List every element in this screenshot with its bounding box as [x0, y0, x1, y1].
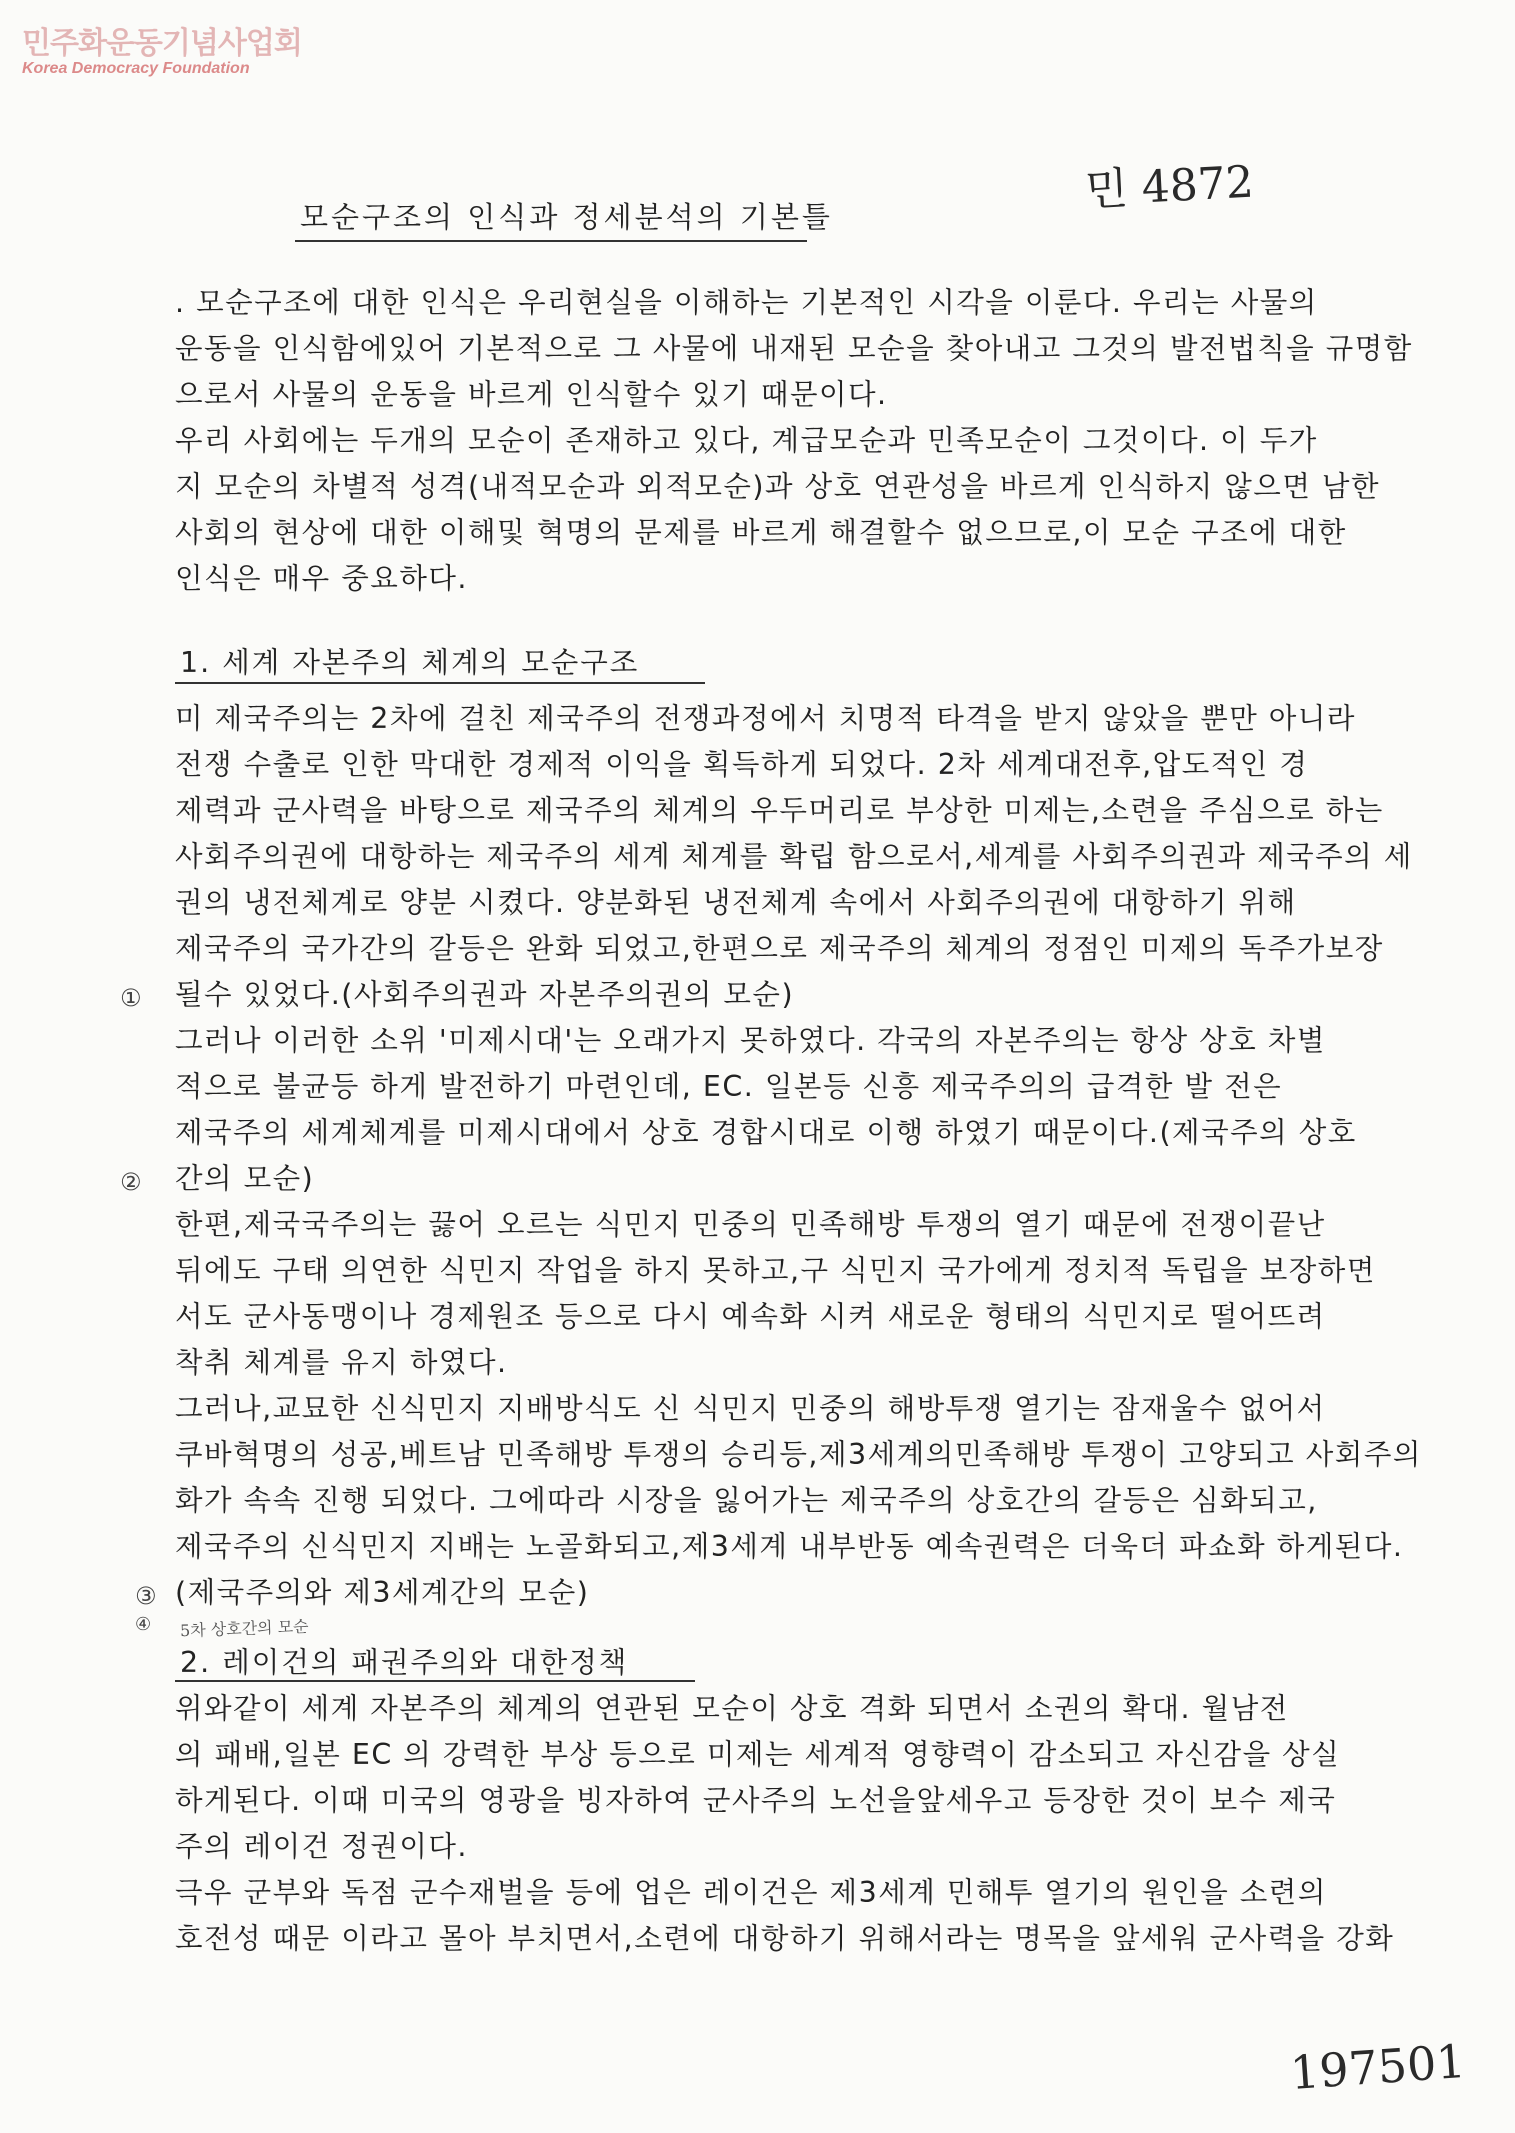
- text-line: 으로서 사물의 운동을 바르게 인식할수 있기 때문이다.: [175, 378, 888, 411]
- text-line: 인식은 매우 중요하다.: [175, 562, 468, 595]
- text-line: 사회의 현상에 대한 이해및 혁명의 문제를 바르게 해결할수 없으므로,이 모순 구조에 대한: [175, 516, 1347, 549]
- text-line: 서도 군사동맹이나 경제원조 등으로 다시 예속화 시켜 새로운 형태의 식민지로 떨어뜨려: [175, 1300, 1326, 1333]
- text-line: 제력과 군사력을 바탕으로 제국주의 체계의 우두머리로 부상한 미제는,소련을 주심으로 하는: [175, 794, 1384, 827]
- margin-mark-1: ①: [120, 984, 142, 1012]
- section-1-underline: [175, 682, 705, 684]
- text-line: 전쟁 수출로 인한 막대한 경제적 이익을 획득하게 되었다. 2차 세계대전후,압도적인 경: [175, 748, 1309, 781]
- text-line: 뒤에도 구태 의연한 식민지 작업을 하지 못하고,구 식민지 국가에게 정치적 독립을 보장하면: [175, 1254, 1376, 1287]
- text-line: 적으로 불균등 하게 발전하기 마련인데, EC. 일본등 신흥 제국주의의 급격한 발 전은: [175, 1070, 1283, 1103]
- margin-mark-4: ④: [135, 1614, 152, 1635]
- text-line: 주의 레이건 정권이다.: [175, 1830, 468, 1863]
- section-1-heading: 1. 세계 자본주의 체계의 모순구조: [180, 646, 640, 679]
- watermark-english: Korea Democracy Foundation: [22, 60, 250, 77]
- section-1-body: [175, 696, 1455, 1616]
- text-line: 호전성 때문 이라고 몰아 부치면서,소련에 대항하기 위해서라는 명목을 앞세워 군사력을 강화: [175, 1922, 1395, 1955]
- text-line: 우리 사회에는 두개의 모순이 존재하고 있다, 계급모순과 민족모순이 그것이다. 이 두가: [175, 424, 1318, 457]
- text-line: 제국주의 세계체계를 미제시대에서 상호 경합시대로 이행 하였기 때문이다.(제국주의 상호: [175, 1116, 1357, 1149]
- intro-paragraph: [175, 280, 1455, 602]
- watermark: [22, 18, 302, 78]
- text-line: 한편,제국국주의는 끓어 오르는 식민지 민중의 민족해방 투쟁의 열기 때문에 전쟁이끝난: [175, 1208, 1326, 1241]
- text-line: 될수 있었다.(사회주의권과 자본주의권의 모순): [175, 978, 795, 1011]
- text-line: 제국주의 신식민지 지배는 노골화되고,제3세계 내부반동 예속권력은 더욱더 파쇼화 하게된다.: [175, 1530, 1404, 1563]
- handwritten-note: 5차 상호간의 모순: [179, 1616, 309, 1641]
- text-line: 운동을 인식함에있어 기본적으로 그 사물에 내재된 모순을 찾아내고 그것의 발전법칙을 규명함: [175, 332, 1413, 365]
- section-2-heading: 2. 레이건의 패권주의와 대한정책: [180, 1646, 629, 1679]
- text-line: . 모순구조에 대한 인식은 우리현실을 이해하는 기본적인 시각을 이룬다. 우리는 사물의: [175, 286, 1318, 319]
- title-underline: [295, 240, 807, 242]
- text-line: 간의 모순): [175, 1162, 315, 1195]
- text-line: 사회주의권에 대항하는 제국주의 세계 체계를 확립 함으로서,세계를 사회주의권과 제국주의 세: [175, 840, 1413, 873]
- text-line: 쿠바혁명의 성공,베트남 민족해방 투쟁의 승리등,제3세계의민족해방 투쟁이 고양되고 사회주의: [175, 1438, 1422, 1471]
- text-line: 미 제국주의는 2차에 걸친 제국주의 전쟁과정에서 치명적 타격을 받지 않았을 뿐만 아니라: [175, 702, 1356, 735]
- text-line: 권의 냉전체계로 양분 시켰다. 양분화된 냉전체계 속에서 사회주의권에 대항하기 위해: [175, 886, 1297, 919]
- watermark-korean: 민주화운동기념사업회: [22, 26, 302, 61]
- text-line: 그러나,교묘한 신식민지 지배방식도 신 식민지 민중의 해방투쟁 열기는 잠재울수 없어서: [175, 1392, 1326, 1425]
- text-line: 하게된다. 이때 미국의 영광을 빙자하여 군사주의 노선을앞세우고 등장한 것이 보수 제국: [175, 1784, 1337, 1817]
- text-line: 착취 체계를 유지 하였다.: [175, 1346, 508, 1379]
- text-line: 극우 군부와 독점 군수재벌을 등에 업은 레이건은 제3세계 민해투 열기의 원인을 소련의: [175, 1876, 1327, 1909]
- margin-mark-2: ②: [120, 1168, 142, 1196]
- text-line: 그러나 이러한 소위 '미제시대'는 오래가지 못하였다. 각국의 자본주의는 항상 상호 차별: [175, 1024, 1326, 1057]
- section-2-body: [175, 1686, 1455, 1962]
- footer-number: 197501: [1288, 2033, 1468, 2101]
- text-line: 제국주의 국가간의 갈등은 완화 되었고,한편으로 제국주의 체계의 정점인 미제의 독주가보장: [175, 932, 1384, 965]
- handwritten-code: 민 4872: [1084, 156, 1255, 217]
- text-line: 지 모순의 차별적 성격(내적모순과 외적모순)과 상호 연관성을 바르게 인식하지 않으면 남한: [175, 470, 1380, 503]
- document-title: 모순구조의 인식과 정세분석의 기본틀: [300, 200, 833, 234]
- margin-mark-3: ③: [135, 1582, 157, 1610]
- text-line: (제국주의와 제3세계간의 모순): [175, 1576, 590, 1609]
- text-line: 의 패배,일본 EC 의 강력한 부상 등으로 미제는 세계적 영향력이 감소되고 자신감을 상실: [175, 1738, 1341, 1771]
- text-line: 화가 속속 진행 되었다. 그에따라 시장을 잃어가는 제국주의 상호간의 갈등은 심화되고,: [175, 1484, 1318, 1517]
- section-2-underline: [175, 1680, 695, 1682]
- text-line: 위와같이 세계 자본주의 체계의 연관된 모순이 상호 격화 되면서 소권의 확대. 월남전: [175, 1692, 1289, 1725]
